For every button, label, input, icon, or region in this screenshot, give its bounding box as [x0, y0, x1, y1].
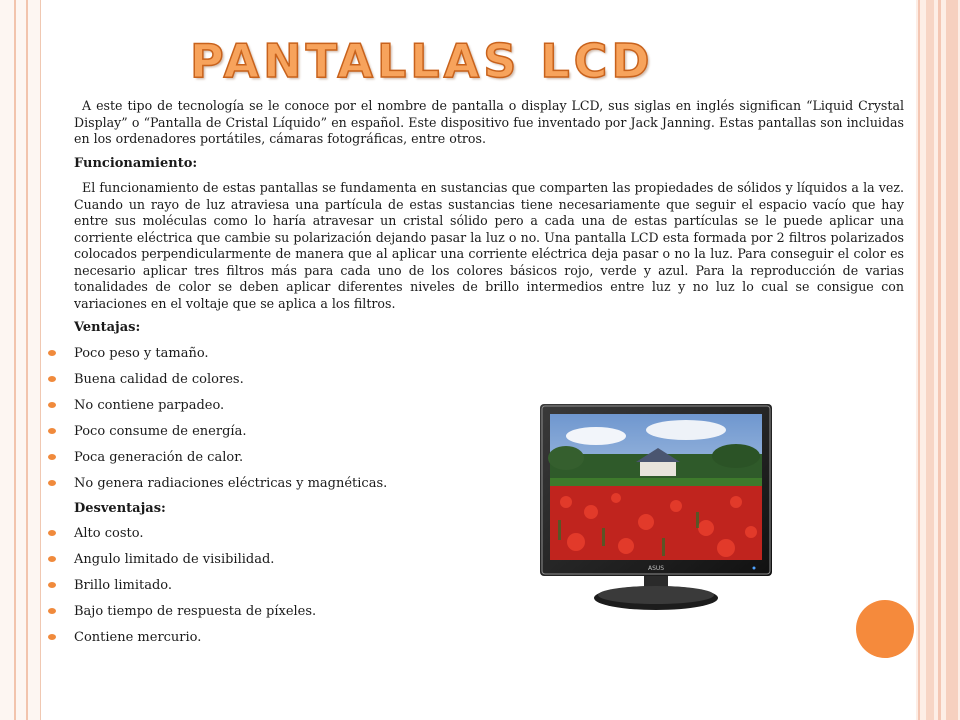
list-item: Bajo tiempo de respuesta de píxeles. — [74, 603, 904, 620]
funcionamiento-heading: Funcionamiento: — [74, 155, 198, 171]
left-frame — [0, 0, 41, 720]
slide-content — [74, 98, 904, 655]
bullet-icon — [48, 582, 56, 588]
intro-paragraph: A este tipo de tecnología se le conoce por el nombre de pantalla o display LCD, sus siglas en inglés significan “Liquid Crystal Display” o “Pantalla de Cristal Líquido” en español. Este dispositivo fue inventado por Jack Janning. Estas pantallas son incluidas en los ordenadores portátiles, cámaras fotográficas, entre otros. — [74, 98, 904, 146]
bullet-icon — [48, 376, 56, 382]
list-item: Poco consume de energía. — [74, 423, 904, 440]
monitor-logo: ASUS — [648, 565, 665, 572]
bullet-icon — [48, 634, 56, 640]
list-item: Contiene mercurio. — [74, 629, 904, 646]
list-item: Poco peso y tamaño. — [74, 345, 904, 362]
list-item: Alto costo. — [74, 525, 904, 542]
decorative-circle — [856, 600, 914, 658]
list-item: Brillo limitado. — [74, 577, 904, 594]
bullet-icon — [48, 556, 56, 562]
page-title: PANTALLAS LCD — [190, 34, 654, 88]
right-stripes — [916, 0, 960, 720]
bullet-icon — [48, 454, 56, 460]
bullet-icon — [48, 402, 56, 408]
ventajas-heading: Ventajas: — [74, 320, 141, 335]
ventajas-list — [74, 345, 904, 492]
list-item: Poca generación de calor. — [74, 449, 904, 466]
bullet-icon — [48, 480, 56, 486]
bullet-icon — [48, 608, 56, 614]
bullet-icon — [48, 350, 56, 356]
funcionamiento-paragraph: El funcionamiento de estas pantallas se fundamenta en sustancias que comparten las propiedades de sólidos y líquidos a la vez. Cuando un rayo de luz atraviesa una partícula de estas sustancias tiene necesariamente que seguir el espacio vacío que hay entre sus moléculas como lo haría atravesar un cristal sólido pero a cada una de estas partículas se le puede aplicar una corriente eléctrica que cambie su polarización dejando pasar la luz o no. Una pantalla LCD esta formada por 2 filtros polarizados colocados perpendicularmente de manera que al aplicar una corriente eléctrica deja pasar o no la luz. Para conseguir el color es necesario aplicar tres filtros más para cada uno de los colores básicos rojo, verde y azul. Para la reproducción de varias tonalidades de color se deben aplicar diferentes niveles de brillo intermedios entre luz y no luz lo cual se consigue con variaciones en el voltaje que se aplica a los filtros. — [74, 180, 904, 311]
bullet-icon — [48, 428, 56, 434]
desventajas-heading: Desventajas: — [74, 500, 166, 516]
list-item: No contiene parpadeo. — [74, 397, 904, 414]
bullet-icon — [48, 530, 56, 536]
list-item: Buena calidad de colores. — [74, 371, 904, 388]
lcd-monitor-image — [536, 402, 776, 614]
list-item: Angulo limitado de visibilidad. — [74, 551, 904, 568]
desventajas-list — [74, 525, 904, 646]
list-item: No genera radiaciones eléctricas y magnéticas. — [74, 475, 904, 492]
